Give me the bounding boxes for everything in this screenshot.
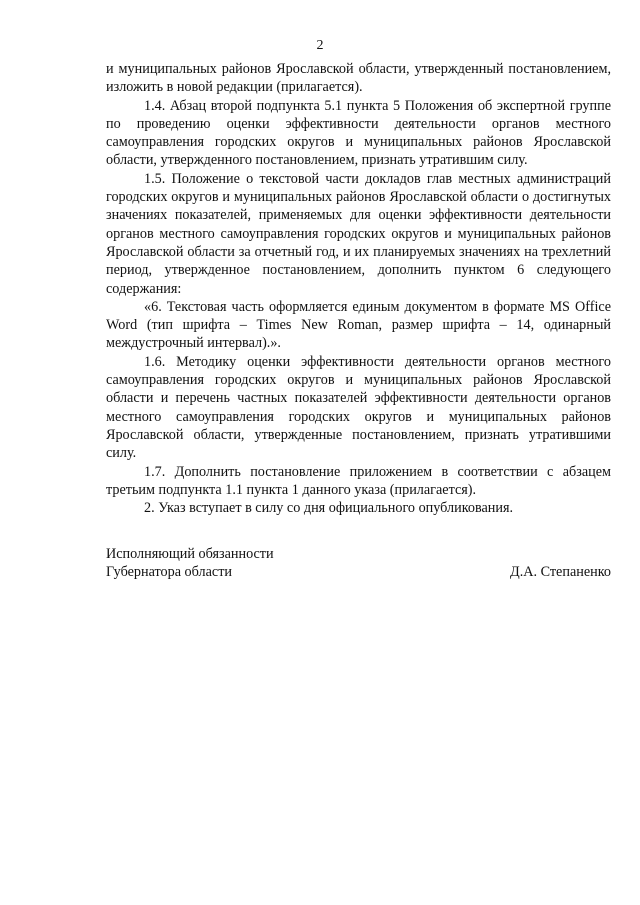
paragraph-continuation: и муниципальных районов Ярославской области, утвержденный постановлением, изложить в новой редакции (прилагается). [106,61,611,96]
signature-block [106,545,611,582]
signature-line [106,563,611,581]
signatory-title-line-2: Губернатора области [106,564,232,581]
paragraph-1-4: 1.4. Абзац второй подпункта 5.1 пункта 5 Положения об экспертной группе по проведению оценки эффективности деятельности органов местного самоуправления городских округов и муниципальных районов Ярославской области, утвержденного постановлением, признать утратившим силу. [106,97,611,169]
signatory-name: Д.А. Степаненко [510,564,611,581]
document-body [106,60,611,517]
page-number: 2 [316,38,324,53]
paragraph-1-5: 1.5. Положение о текстовой части докладов глав местных администраций городских округов и муниципальных районов Ярославской области о достигнутых значениях показателей, применяемых для оценки эффективности деятельности органов местного самоуправления городских округов и муниципальных районов Ярославской области за отчетный год, и их планируемых значениях на трехлетний период, утвержденное постановлением, дополнить пунктом 6 следующего содержания: [106,170,611,297]
paragraph-1-7: 1.7. Дополнить постановление приложением в соответствии с абзацем третьим подпункта 1.1 пункта 1 данного указа (прилагается). [106,463,611,498]
signatory-title-line-1: Исполняющий обязанности [106,546,274,562]
paragraph-2: 2. Указ вступает в силу со дня официального опубликования. [144,500,514,517]
paragraph-1-6: 1.6. Методику оценки эффективности деятельности органов местного самоуправления городских округов и муниципальных районов Ярославской области и перечень частных показателей эффективности деятельности органов местного самоуправления городских округов и муниципальных районов Ярославской области, утвержденные постановлением, признать утратившими силу. [106,353,611,462]
paragraph-quoted-item-6: «6. Текстовая часть оформляется единым документом в формате MS Office Word (тип шрифта – Times New Roman, размер шрифта – 14, одинарный междустрочный интервал).». [106,298,611,352]
